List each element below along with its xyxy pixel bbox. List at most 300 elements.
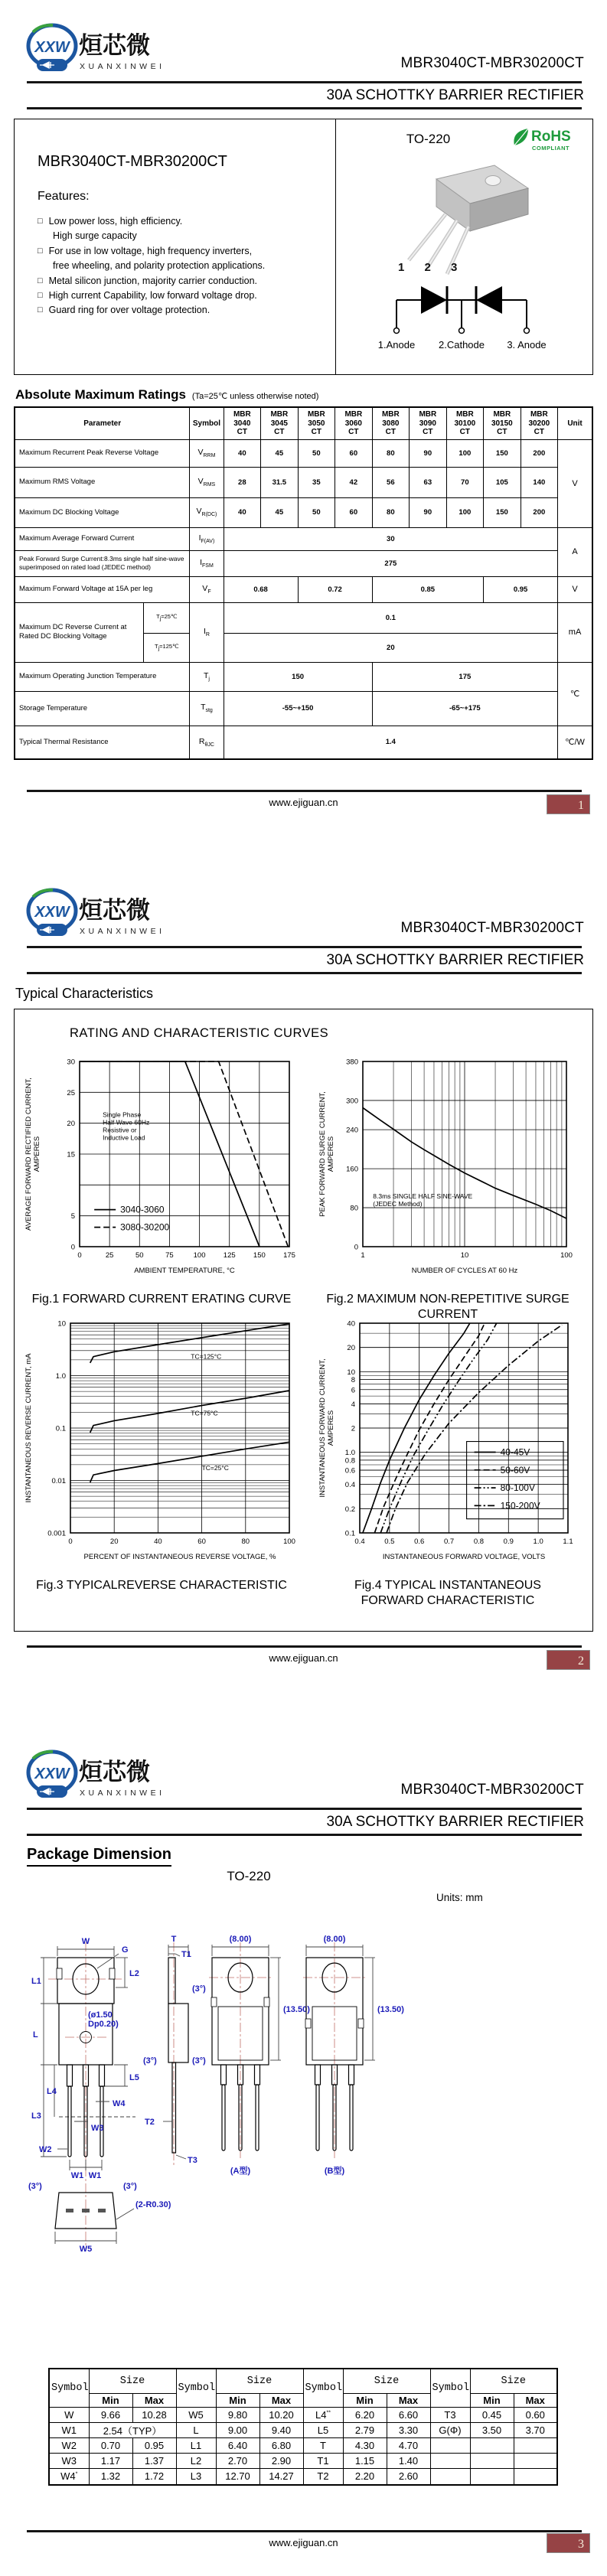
- table-header-cell: Parameter: [15, 407, 190, 439]
- table-header-cell: Min: [89, 2393, 132, 2407]
- svg-text:6: 6: [351, 1386, 355, 1395]
- typical-characteristics-title: Typical Characteristics: [15, 986, 154, 1001]
- table-cell: T1: [303, 2453, 343, 2468]
- table-cell: $V_{RRM}$: [190, 439, 224, 467]
- table-cell: 30: [224, 527, 558, 550]
- table-cell: $V_{RMS}$: [190, 467, 224, 497]
- logo-english: XUANXINWEI: [80, 927, 165, 936]
- svg-text:Single Phase: Single Phase: [103, 1110, 142, 1119]
- table-cell: 1.17: [89, 2453, 132, 2468]
- company-logo: [25, 1748, 171, 1803]
- package-photo: [366, 156, 565, 279]
- table-cell: L4**: [303, 2407, 343, 2422]
- dim-w1b: W1: [88, 2171, 102, 2180]
- feature-subtext: free wheeling, and polarity protection applications.: [53, 260, 266, 272]
- table-cell: 45: [261, 497, 299, 527]
- dim-8mm: (8.00): [229, 1935, 252, 1944]
- svg-text:150: 150: [253, 1251, 266, 1260]
- svg-text:8.3ms SINGLE HALF SINE-WAVE: 8.3ms SINGLE HALF SINE-WAVE: [373, 1192, 473, 1201]
- svg-text:AMPERES: AMPERES: [327, 1410, 335, 1446]
- table-cell: $V_{R(DC)}$: [190, 497, 224, 527]
- table-header-cell: Min: [470, 2393, 514, 2407]
- rohs-compliant-icon: [508, 124, 585, 158]
- angle-note: (3°): [123, 2182, 137, 2191]
- part-number: MBR3040CT-MBR30200CT: [400, 1782, 584, 1798]
- svg-text:75: 75: [165, 1251, 174, 1260]
- checkbox-icon: □: [38, 217, 43, 226]
- svg-text:1.0: 1.0: [344, 1449, 355, 1458]
- dim-l: L: [33, 2030, 38, 2040]
- radius-note: (2-R0.30): [135, 2200, 171, 2209]
- logo-chinese: 烜芯微: [79, 1759, 150, 1785]
- dim-8mm: (8.00): [323, 1935, 346, 1944]
- package-dimension-title: Package Dimension: [27, 1846, 171, 1867]
- table-cell: 1.37: [132, 2453, 176, 2468]
- table-header-cell: MBR 3045 CT: [261, 407, 299, 439]
- table-cell: 1.40: [387, 2453, 430, 2468]
- product-left-pane: [15, 119, 336, 374]
- angle-note: (3°): [143, 2056, 157, 2066]
- table-cell: L2: [176, 2453, 216, 2468]
- table-cell: Maximum DC Reverse Current at Rated DC Blocking Voltage: [15, 602, 144, 662]
- table-cell: Maximum Recurrent Peak Reverse Voltage: [15, 439, 190, 467]
- svg-text:0.4: 0.4: [344, 1481, 355, 1490]
- table-cell: 6.20: [343, 2407, 387, 2422]
- pin3-label: 3. Anode: [507, 339, 547, 351]
- svg-text:50-60V: 50-60V: [500, 1464, 530, 1475]
- table-cell: 90: [410, 497, 447, 527]
- svg-text:100: 100: [283, 1537, 295, 1546]
- units-label: Units: mm: [436, 1892, 483, 1903]
- feature-text: Low power loss, high efficiency.: [48, 216, 183, 227]
- svg-text:3080-30200: 3080-30200: [120, 1221, 170, 1233]
- svg-text:20: 20: [347, 1344, 355, 1353]
- svg-text:10: 10: [347, 1368, 355, 1377]
- svg-text:20: 20: [109, 1537, 119, 1546]
- dim-t2: T2: [145, 2118, 155, 2127]
- page-1: [0, 0, 607, 859]
- footer-url: www.ejiguan.cn: [269, 1652, 338, 1664]
- svg-text:175: 175: [283, 1251, 295, 1260]
- svg-text:1: 1: [361, 1251, 365, 1260]
- table-cell: 6.80: [259, 2437, 303, 2453]
- svg-text:1.0: 1.0: [55, 1372, 66, 1381]
- table-cell: 0.85: [372, 576, 484, 602]
- table-cell: [430, 2468, 470, 2485]
- fig4-cell: [312, 1312, 584, 1609]
- diode-schematic: [374, 277, 565, 354]
- package-drawing: [21, 1929, 587, 2368]
- product-part-range: MBR3040CT-MBR30200CT: [38, 153, 227, 170]
- curves-box: [14, 1009, 593, 1632]
- table-cell: L: [176, 2422, 216, 2437]
- svg-text:380: 380: [346, 1058, 358, 1067]
- table-cell: 80: [372, 439, 410, 467]
- header-rule: [27, 1834, 582, 1836]
- logo-english: XUANXINWEI: [80, 1789, 165, 1798]
- svg-text:0: 0: [70, 1243, 75, 1252]
- table-cell: 100: [446, 439, 484, 467]
- table-cell: 3.50: [470, 2422, 514, 2437]
- table-cell: $V_F$: [190, 576, 224, 602]
- table-cell: 2.70: [216, 2453, 259, 2468]
- table-cell: [514, 2437, 557, 2453]
- dim-l1: L1: [31, 1977, 41, 1986]
- table-cell: Maximum DC Blocking Voltage: [15, 497, 190, 527]
- svg-text:0.01: 0.01: [51, 1477, 66, 1485]
- package-type-label: TO-220: [227, 1869, 271, 1883]
- table-cell: 275: [224, 550, 558, 576]
- svg-text:0.4: 0.4: [354, 1537, 365, 1546]
- table-cell: 12.70: [216, 2468, 259, 2485]
- fig4-caption: Fig.4 TYPICAL INSTANTANEOUS FORWARD CHARACTERISTIC: [354, 1579, 541, 1607]
- svg-text:(JEDEC Method): (JEDEC Method): [373, 1200, 423, 1208]
- table-cell: [514, 2468, 557, 2485]
- svg-text:3040-3060: 3040-3060: [120, 1204, 165, 1215]
- table-cell: 9.66: [89, 2407, 132, 2422]
- table-cell: 31.5: [261, 467, 299, 497]
- pin2-label: 2.Cathode: [439, 339, 485, 351]
- table-header-cell: Size: [216, 2369, 303, 2393]
- amr-section-title: [15, 387, 318, 403]
- header-rule: [27, 972, 582, 974]
- svg-text:25: 25: [105, 1251, 114, 1260]
- table-cell: 2.90: [259, 2453, 303, 2468]
- amr-title-text: Absolute Maximum Ratings: [15, 387, 186, 402]
- table-header-cell: MBR 30100 CT: [446, 407, 484, 439]
- part-number: MBR3040CT-MBR30200CT: [400, 55, 584, 71]
- table-cell: [430, 2437, 470, 2453]
- page-number-badge: 2: [547, 1650, 590, 1670]
- svg-text:0.9: 0.9: [503, 1537, 514, 1546]
- svg-text:INSTANTANEOUS FORWARD VOLTAGE,: INSTANTANEOUS FORWARD VOLTAGE, VOLTS: [382, 1553, 546, 1561]
- table-header-cell: Symbol: [430, 2369, 470, 2407]
- dim-t: T: [171, 1935, 177, 1944]
- checkbox-icon: □: [38, 305, 43, 315]
- svg-text:AMPERES: AMPERES: [33, 1136, 41, 1172]
- header-rule: [27, 1808, 582, 1810]
- company-logo: [25, 21, 171, 77]
- table-header-cell: Size: [89, 2369, 176, 2393]
- dim-w3: W3: [91, 2124, 104, 2133]
- table-cell: 1.32: [89, 2468, 132, 2485]
- header-rule: [27, 946, 582, 948]
- table-header-cell: Max: [132, 2393, 176, 2407]
- svg-text:0: 0: [354, 1243, 358, 1252]
- svg-text:240: 240: [346, 1126, 358, 1135]
- doc-subtitle: 30A SCHOTTKY BARRIER RECTIFIER: [326, 1814, 584, 1830]
- table-header-cell: Size: [470, 2369, 557, 2393]
- dim-w1: W1: [70, 2171, 84, 2180]
- table-cell: [470, 2453, 514, 2468]
- svg-text:100: 100: [560, 1251, 573, 1260]
- table-cell: 60: [335, 497, 373, 527]
- header-rule: [27, 107, 582, 109]
- table-cell: $I_R$: [190, 602, 224, 662]
- table-cell: 0.72: [298, 576, 372, 602]
- table-cell: 0.68: [224, 576, 298, 602]
- svg-text:PEAK FORWARD SURGE CURRENT,: PEAK FORWARD SURGE CURRENT,: [318, 1091, 327, 1217]
- page-3: [0, 1717, 607, 2576]
- table-header-cell: MBR 3090 CT: [410, 407, 447, 439]
- table-cell: 2.54（TYP）: [89, 2422, 176, 2437]
- svg-text:40: 40: [154, 1537, 162, 1546]
- feature-item: [38, 274, 328, 289]
- header-rule: [27, 81, 582, 83]
- dim-13.5mm: (13.50): [377, 2005, 404, 2014]
- table-cell: $T_{stg}$: [190, 691, 224, 726]
- table-cell: ℃: [558, 662, 592, 726]
- svg-text:INSTANTANEOUS REVERSE CURRENT,: INSTANTANEOUS REVERSE CURRENT, mA: [24, 1353, 33, 1503]
- feature-subtext: High surge capacity: [53, 230, 137, 242]
- table-cell: 40: [224, 497, 261, 527]
- table-cell: mA: [558, 602, 592, 662]
- table-cell: Typical Thermal Resistance: [15, 726, 190, 759]
- table-cell: 105: [484, 467, 521, 497]
- svg-text:AMBIENT TEMPERATURE, °C: AMBIENT TEMPERATURE, °C: [134, 1267, 235, 1275]
- table-header-cell: Symbol: [190, 407, 224, 439]
- angle-note: (3°): [192, 1984, 206, 1994]
- svg-text:0.7: 0.7: [443, 1537, 455, 1546]
- table-cell: 6.40: [216, 2437, 259, 2453]
- table-cell: 200: [521, 439, 558, 467]
- table-cell: 2.60: [387, 2468, 430, 2485]
- table-cell: T3: [430, 2407, 470, 2422]
- page-header: [0, 886, 607, 1001]
- checkbox-icon: □: [38, 246, 43, 256]
- feature-text: Guard ring for over voltage protection.: [48, 305, 210, 316]
- svg-text:80: 80: [350, 1204, 358, 1213]
- logo-xxw-text: XXW: [34, 39, 70, 56]
- svg-text:0.8: 0.8: [344, 1456, 355, 1466]
- svg-text:0.2: 0.2: [344, 1505, 355, 1514]
- table-cell: Peak Forward Surge Current:8.3ms single half sine-wave superimposed on rated load (JEDEC method): [15, 550, 190, 576]
- table-cell: 1.4: [224, 726, 558, 759]
- table-cell: $I_{F(AV)}$: [190, 527, 224, 550]
- dim-l5: L5: [129, 2073, 139, 2082]
- table-cell: W: [49, 2407, 89, 2422]
- table-header-cell: Min: [343, 2393, 387, 2407]
- table-cell: 3.30: [387, 2422, 430, 2437]
- footer-rule: [27, 1645, 582, 1648]
- table-cell: 4.30: [343, 2437, 387, 2453]
- logo-chinese: 烜芯微: [79, 32, 150, 59]
- footer-url: www.ejiguan.cn: [269, 797, 338, 808]
- table-cell: L3: [176, 2468, 216, 2485]
- angle-note: (3°): [28, 2182, 42, 2191]
- table-cell: [514, 2453, 557, 2468]
- table-cell: 40: [224, 439, 261, 467]
- svg-text:0: 0: [77, 1251, 82, 1260]
- table-cell: 90: [410, 439, 447, 467]
- table-cell: 150: [484, 439, 521, 467]
- hole-note-1: (ø1.50: [88, 2010, 113, 2020]
- svg-text:60: 60: [197, 1537, 206, 1546]
- table-cell: T: [303, 2437, 343, 2453]
- feature-text: For use in low voltage, high frequency inverters,: [48, 245, 253, 256]
- dimension-table: [48, 2368, 558, 2486]
- table-cell: $T_j$: [190, 662, 224, 691]
- table-cell: [430, 2453, 470, 2468]
- pin-numbers: 1 2 3: [398, 261, 466, 274]
- table-cell: 0.1: [224, 602, 558, 633]
- table-cell: 1.15: [343, 2453, 387, 2468]
- svg-text:0.1: 0.1: [344, 1529, 355, 1538]
- svg-text:5: 5: [70, 1212, 75, 1221]
- table-cell: $I_{FSM}$: [190, 550, 224, 576]
- table-cell: 150: [484, 497, 521, 527]
- table-cell: 45: [261, 439, 299, 467]
- company-logo: [25, 886, 171, 941]
- svg-text:80: 80: [241, 1537, 250, 1546]
- table-header-cell: Unit: [558, 407, 592, 439]
- table-cell: 200: [521, 497, 558, 527]
- svg-text:1.0: 1.0: [533, 1537, 543, 1546]
- table-cell: 140: [521, 467, 558, 497]
- table-cell: Storage Temperature: [15, 691, 190, 726]
- svg-text:2: 2: [351, 1424, 355, 1433]
- table-cell: 63: [410, 467, 447, 497]
- svg-text:4: 4: [351, 1400, 355, 1409]
- svg-text:30: 30: [67, 1058, 75, 1067]
- table-cell: 9.40: [259, 2422, 303, 2437]
- svg-text:150-200V: 150-200V: [500, 1500, 540, 1511]
- features-list: [38, 214, 328, 318]
- svg-text:1.1: 1.1: [563, 1537, 573, 1546]
- table-cell: 0.45: [470, 2407, 514, 2422]
- feature-item: [38, 303, 328, 318]
- pin1-label: 1.Anode: [377, 339, 416, 351]
- feature-text: High current Capability, low forward voltage drop.: [48, 289, 257, 301]
- fig1-derating-chart: [20, 1049, 303, 1286]
- table-cell: -65~+175: [372, 691, 558, 726]
- table-cell: 50: [298, 497, 335, 527]
- package-type-label: TO-220: [406, 132, 451, 146]
- table-cell: 0.70: [89, 2437, 132, 2453]
- table-cell: W3: [49, 2453, 89, 2468]
- table-cell: 0.95: [132, 2437, 176, 2453]
- b-type-caption: (B型): [324, 2167, 345, 2176]
- feature-item: [38, 289, 328, 303]
- dim-w: W: [81, 1937, 90, 1946]
- table-cell: $R_{\theta JC}$: [190, 726, 224, 759]
- fig3-reverse-chart: [20, 1312, 303, 1573]
- product-summary-box: [14, 119, 593, 375]
- doc-subtitle: 30A SCHOTTKY BARRIER RECTIFIER: [326, 87, 584, 103]
- svg-text:PERCENT OF INSTANTANEOUS REVER: PERCENT OF INSTANTANEOUS REVERSE VOLTAGE, %: [83, 1553, 276, 1561]
- table-header-cell: MBR 30150 CT: [484, 407, 521, 439]
- table-cell: 28: [224, 467, 261, 497]
- fig3-caption: Fig.3 TYPICALREVERSE CHARACTERISTIC: [36, 1579, 287, 1592]
- table-cell: L5: [303, 2422, 343, 2437]
- table-header-cell: Min: [216, 2393, 259, 2407]
- svg-text:40: 40: [347, 1319, 355, 1329]
- svg-text:NUMBER OF CYCLES AT 60 Hz: NUMBER OF CYCLES AT 60 Hz: [411, 1267, 518, 1275]
- table-cell: 1.72: [132, 2468, 176, 2485]
- table-cell: $T_j=125℃$: [144, 633, 190, 662]
- fig1-caption: Fig.1 FORWARD CURRENT ERATING CURVE: [31, 1293, 292, 1306]
- page-2: [0, 859, 607, 1717]
- table-cell: L1: [176, 2437, 216, 2453]
- logo-xxw-text: XXW: [34, 904, 70, 921]
- table-cell: 80: [372, 497, 410, 527]
- svg-text:0.8: 0.8: [473, 1537, 485, 1546]
- svg-text:25: 25: [67, 1088, 75, 1097]
- svg-text:0.6: 0.6: [344, 1466, 355, 1475]
- table-cell: 3.70: [514, 2422, 557, 2437]
- logo-english: XUANXINWEI: [80, 62, 165, 71]
- footer-url: www.ejiguan.cn: [269, 2537, 338, 2548]
- logo-chinese: 烜芯微: [79, 897, 150, 924]
- dim-l3: L3: [31, 2111, 41, 2121]
- dim-w2: W2: [39, 2145, 52, 2154]
- table-header-cell: Size: [343, 2369, 430, 2393]
- table-cell: -55~+150: [224, 691, 372, 726]
- svg-text:Half Wave 60Hz: Half Wave 60Hz: [103, 1118, 150, 1127]
- dim-g: G: [122, 1945, 129, 1955]
- table-cell: 9.00: [216, 2422, 259, 2437]
- table-cell: 70: [446, 467, 484, 497]
- part-number: MBR3040CT-MBR30200CT: [400, 920, 584, 936]
- svg-text:AMPERES: AMPERES: [327, 1136, 335, 1172]
- table-header-cell: MBR 3080 CT: [372, 407, 410, 439]
- svg-text:125: 125: [223, 1251, 236, 1260]
- svg-text:20: 20: [67, 1120, 75, 1129]
- table-header-cell: Max: [387, 2393, 430, 2407]
- svg-text:AVERAGE FORWARD RECTIFIED CURR: AVERAGE FORWARD RECTIFIED CURRENT,: [24, 1078, 33, 1231]
- table-header-cell: MBR 3040 CT: [224, 407, 261, 439]
- product-right-pane: [337, 119, 592, 374]
- table-header-cell: Symbol: [176, 2369, 216, 2407]
- table-cell: 56: [372, 467, 410, 497]
- rohs-sub-text: COMPLIANT: [532, 145, 570, 152]
- table-header-cell: Max: [259, 2393, 303, 2407]
- hole-note-2: Dp0.20): [88, 2020, 119, 2029]
- dim-t1: T1: [181, 1950, 191, 1959]
- table-cell: Maximum Forward Voltage at 15A per leg: [15, 576, 190, 602]
- a-type-caption: (A型): [230, 2167, 251, 2176]
- dim-w4: W4: [113, 2099, 126, 2108]
- curves-box-title: RATING AND CHARACTERISTIC CURVES: [70, 1026, 329, 1040]
- svg-text:100: 100: [193, 1251, 206, 1260]
- doc-subtitle: 30A SCHOTTKY BARRIER RECTIFIER: [326, 952, 584, 968]
- svg-text:0.001: 0.001: [47, 1529, 66, 1538]
- table-cell: 6.60: [387, 2407, 430, 2422]
- svg-text:0.1: 0.1: [55, 1424, 66, 1433]
- svg-text:300: 300: [346, 1097, 358, 1106]
- table-cell: 0.60: [514, 2407, 557, 2422]
- table-cell: V: [558, 576, 592, 602]
- page-number-badge: 1: [547, 794, 590, 814]
- table-header-cell: MBR 30200 CT: [521, 407, 558, 439]
- dim-t3: T3: [188, 2156, 197, 2165]
- svg-text:Resistive or: Resistive or: [103, 1126, 137, 1134]
- svg-text:10: 10: [57, 1319, 66, 1329]
- svg-text:Inductive Load: Inductive Load: [103, 1133, 145, 1142]
- svg-text:0.6: 0.6: [414, 1537, 425, 1546]
- table-cell: 14.27: [259, 2468, 303, 2485]
- dim-l4: L4: [47, 2087, 57, 2096]
- table-cell: [470, 2437, 514, 2453]
- table-cell: 9.80: [216, 2407, 259, 2422]
- table-cell: Maximum Operating Junction Temperature: [15, 662, 190, 691]
- table-cell: [470, 2468, 514, 2485]
- svg-text:TC=125°C: TC=125°C: [191, 1352, 222, 1361]
- table-cell: V: [558, 439, 592, 527]
- table-cell: 50: [298, 439, 335, 467]
- table-cell: 42: [335, 467, 373, 497]
- table-cell: 4.70: [387, 2437, 430, 2453]
